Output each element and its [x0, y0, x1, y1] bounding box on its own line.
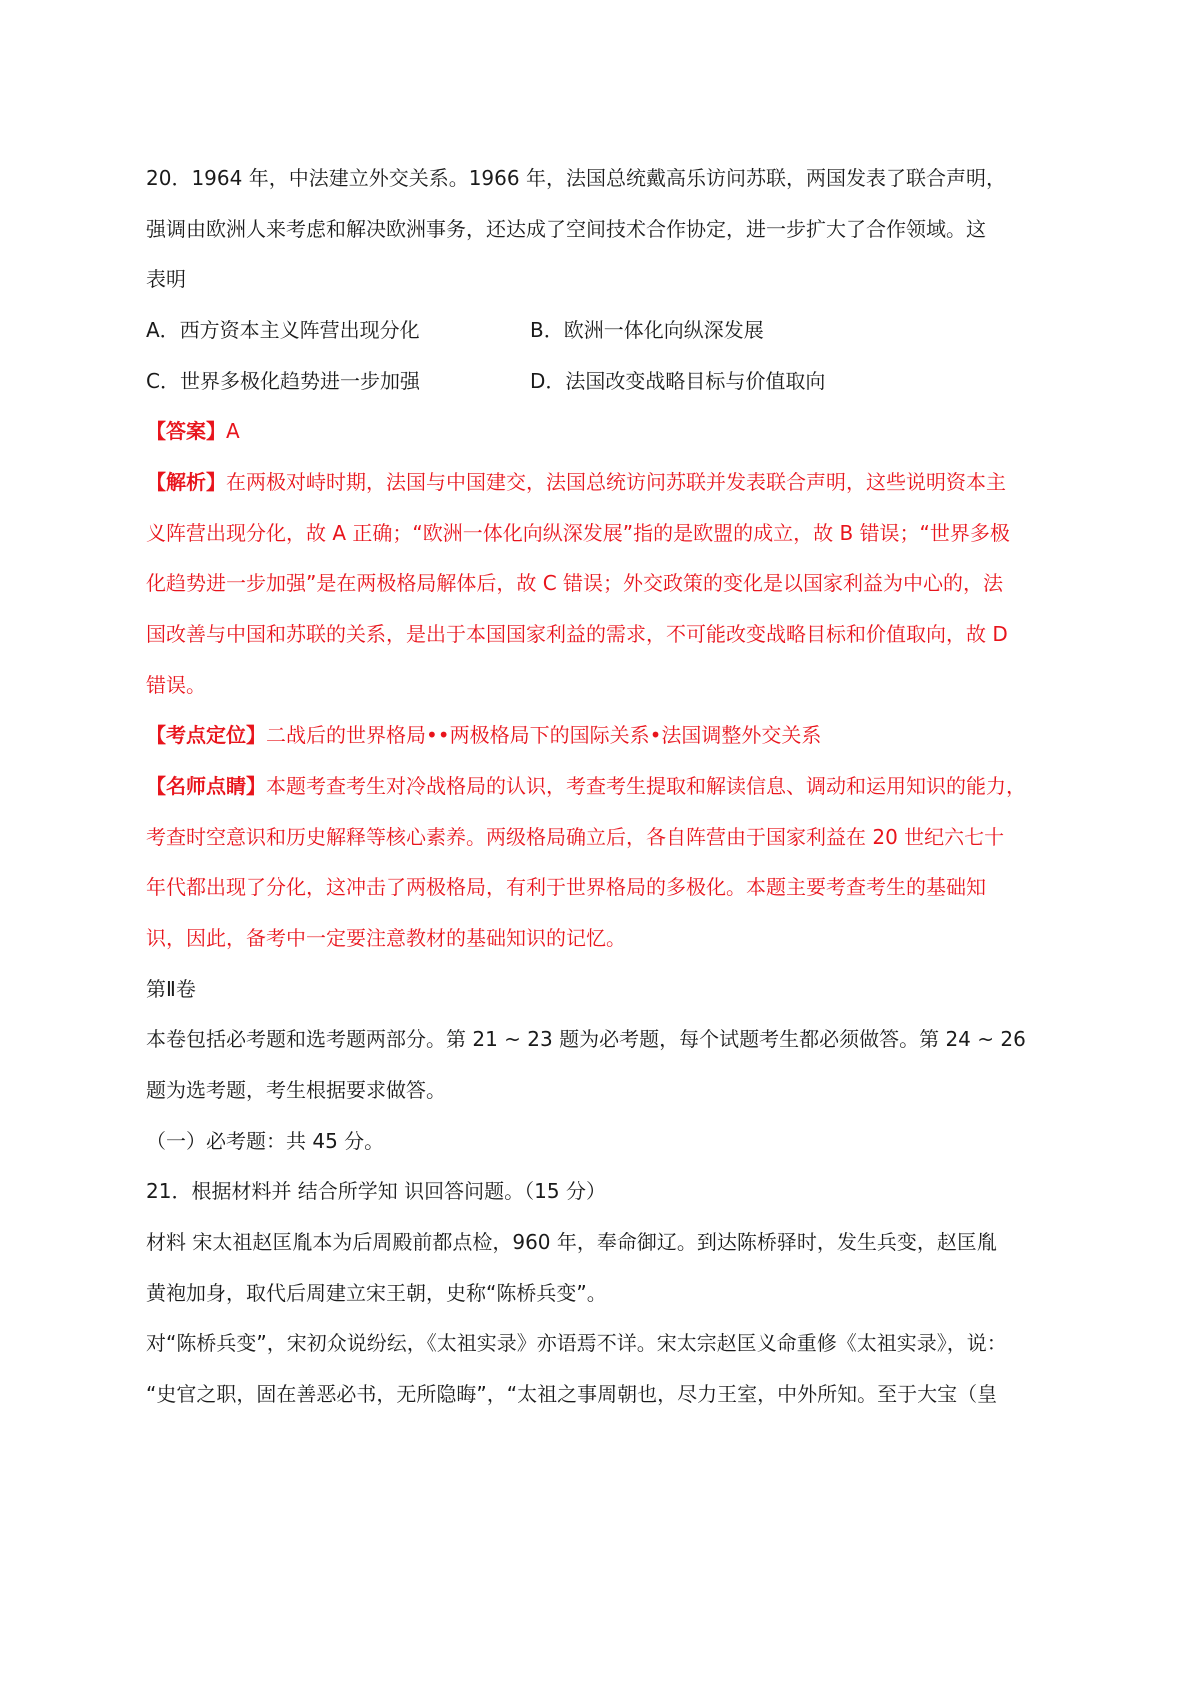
q21-material-line-2: 黄袍加身，取代后周建立宋王朝，史称“陈桥兵变”。 [146, 1281, 607, 1305]
q20-option-b: B．欧洲一体化向纵深发展 [530, 318, 764, 342]
q20-analysis-line-5: 错误。 [146, 673, 206, 697]
q20-analysis-line-2: 义阵营出现分化，故 A 正确；“欧洲一体化向纵深发展”指的是欧盟的成立，故 B 错误；“世界多极 [146, 521, 1010, 545]
analysis-text-1: 在两极对峙时期，法国与中国建交，法国总统访问苏联并发表联合声明，这些说明资本主 [226, 470, 1006, 494]
mingshi-label: 【名师点睛】 [146, 774, 266, 798]
section2-intro-line-1: 本卷包括必考题和选考题两部分。第 21 ~ 23 题为必考题，每个试题考生都必须做答。第 24 ~ 26 [146, 1027, 1026, 1051]
q20-analysis-line-1 [146, 469, 1006, 495]
q20-stem-line-3: 表明 [146, 267, 186, 291]
q21-material-line-1: 材料 宋太祖赵匡胤本为后周殿前都点检，960 年，奉命御辽。到达陈桥驿时，发生兵变，赵匡胤 [146, 1230, 997, 1254]
q20-option-c: C．世界多极化趋势进一步加强 [146, 369, 420, 393]
q20-mingshi-line-4: 识，因此，备考中一定要注意教材的基础知识的记忆。 [146, 926, 626, 950]
q20-stem-line-1: 20．1964 年，中法建立外交关系。1966 年，法国总统戴高乐访问苏联，两国发表了联合声明， [146, 166, 1006, 190]
analysis-label: 【解析】 [146, 470, 226, 494]
q20-mingshi-line-3: 年代都出现了分化，这冲击了两极格局，有利于世界格局的多极化。本题主要考查考生的基础知 [146, 875, 986, 899]
q20-analysis-line-3: 化趋势进一步加强”是在两极格局解体后，故 C 错误；外交政策的变化是以国家利益为中心的，法 [146, 571, 1004, 595]
q20-option-d: D．法国改变战略目标与价值取向 [530, 369, 826, 393]
q20-options-row-2 [146, 368, 826, 394]
q20-mingshi-line-2: 考查时空意识和历史解释等核心素养。两级格局确立后，各自阵营由于国家利益在 20 世纪六七十 [146, 825, 1005, 849]
section2-title: 第Ⅱ卷 [146, 977, 196, 1001]
answer-value: A [226, 419, 240, 443]
kaodian-text: 二战后的世界格局••两极格局下的国际关系•法国调整外交关系 [266, 723, 822, 747]
q20-options-row-1 [146, 317, 764, 343]
q20-option-a: A．西方资本主义阵营出现分化 [146, 318, 420, 342]
section2-part-1: （一）必考题：共 45 分。 [146, 1129, 385, 1153]
q20-stem-line-2: 强调由欧洲人来考虑和解决欧洲事务，还达成了空间技术合作协定，进一步扩大了合作领域。这 [146, 217, 986, 241]
q20-mingshi-line-1 [146, 773, 1026, 799]
mingshi-text-1: 本题考查考生对冷战格局的认识，考查考生提取和解读信息、调动和运用知识的能力， [266, 774, 1026, 798]
answer-label: 【答案】 [146, 419, 226, 443]
q21-material-line-4: “史官之职，固在善恶必书，无所隐晦”，“太祖之事周朝也，尽力王室，中外所知。至于大宝（皇 [146, 1382, 998, 1406]
q21-material-line-3: 对“陈桥兵变”，宋初众说纷纭，《太祖实录》亦语焉不详。宋太宗赵匡义命重修《太祖实录》，说： [146, 1331, 1007, 1355]
q20-kaodian [146, 722, 821, 748]
q20-answer [146, 418, 240, 444]
kaodian-label: 【考点定位】 [146, 723, 266, 747]
q21-stem: 21．根据材料并 结合所学知 识回答问题。（15 分） [146, 1179, 606, 1203]
section2-intro-line-2: 题为选考题，考生根据要求做答。 [146, 1078, 446, 1102]
q20-analysis-line-4: 国改善与中国和苏联的关系，是出于本国国家利益的需求，不可能改变战略目标和价值取向，故 D [146, 622, 1008, 646]
